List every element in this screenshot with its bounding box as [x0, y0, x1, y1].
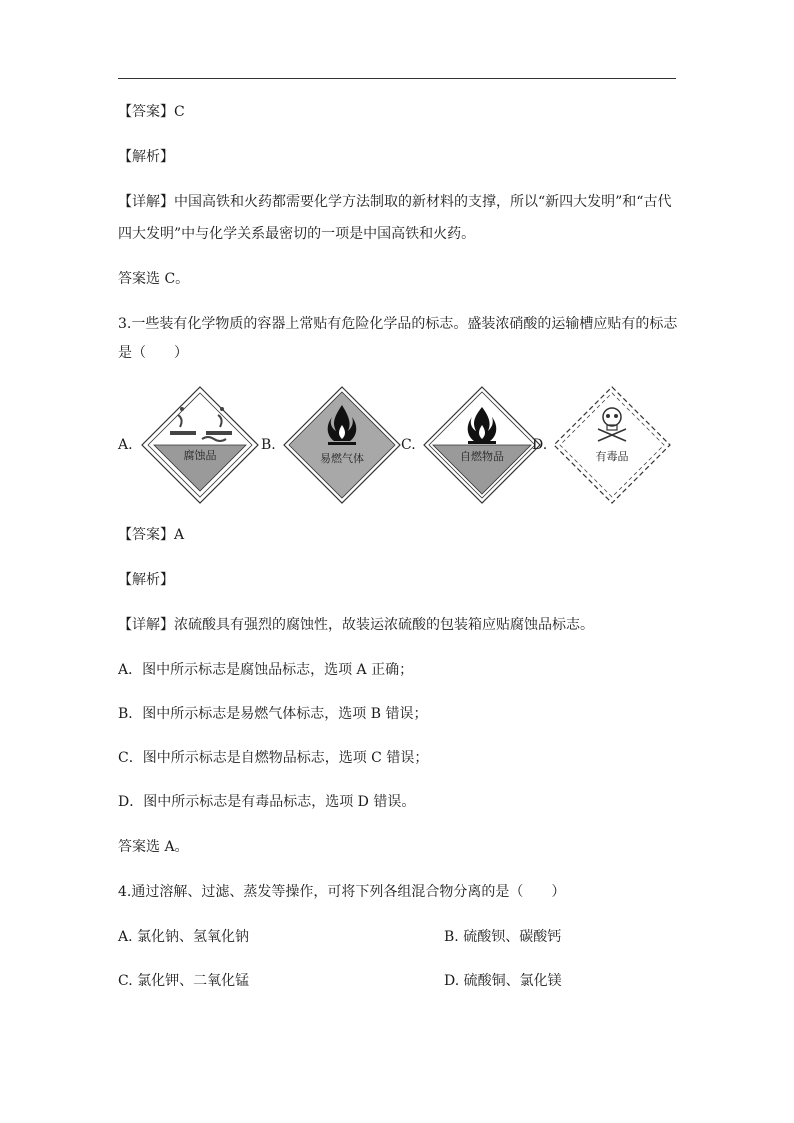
spontaneous-combustion-icon: [422, 385, 542, 505]
q3-conclusion: 答案选 A。: [118, 839, 189, 855]
q3-explain-c: C．图中所示标志是自燃物品标志，选项 C 错误；: [118, 750, 429, 766]
q3-detail: 【详解】浓硫酸具有强烈的腐蚀性，故装运浓硫酸的包装箱应贴腐蚀品标志。: [118, 617, 594, 633]
q2-analysis-heading: 【解析】: [118, 149, 174, 165]
q2-conclusion: 答案选 C。: [118, 271, 190, 287]
header-rule: [118, 78, 676, 79]
q3-stem-line1: 3.一些装有化学物质的容器上常贴有危险化学品的标志。盛装浓硝酸的运输槽应贴有的标志: [118, 316, 678, 332]
corrosive-sign: [140, 385, 260, 505]
flammable-gas-label: 易燃气体: [320, 452, 364, 465]
q2-answer: 【答案】C: [118, 104, 185, 120]
q3-explain-b: B．图中所示标志是易燃气体标志，选项 B 错误；: [118, 706, 428, 722]
q2-detail-line1: 【详解】中国高铁和火药都需要化学方法制取的新材料的支撑，所以“新四大发明”和“古代: [118, 194, 672, 210]
option-d-letter: D.: [532, 437, 548, 453]
q3-answer: 【答案】A: [118, 527, 185, 543]
corrosive-label: 腐蚀品: [183, 449, 217, 462]
spontaneous-combustion-label: 自燃物品: [460, 450, 504, 463]
toxic-icon: [552, 385, 672, 505]
q3-stem-line2: 是（ ）: [118, 345, 188, 361]
toxic-sign: [552, 385, 672, 505]
q2-detail-line2: 四大发明”中与化学关系最密切的一项是中国高铁和火药。: [118, 226, 476, 242]
q3-analysis-heading: 【解析】: [118, 572, 174, 588]
spontaneous-combustion-sign: [422, 385, 542, 505]
q4-stem: 4.通过溶解、过滤、蒸发等操作，可将下列各组混合物分离的是（ ）: [118, 884, 566, 900]
q4-option-a: A. 氯化钠、氢氧化钠: [118, 929, 250, 945]
q3-explain-a: A．图中所示标志是腐蚀品标志，选项 A 正确；: [118, 662, 414, 678]
flammable-gas-icon: [282, 385, 402, 505]
option-c-letter: C.: [401, 437, 416, 453]
corrosive-icon: [140, 385, 260, 505]
q4-option-b: B. 硫酸钡、碳酸钙: [444, 929, 562, 945]
q4-option-c: C. 氯化钾、二氧化锰: [118, 973, 250, 989]
option-a-letter: A.: [118, 437, 133, 453]
q4-option-d: D. 硫酸铜、氯化镁: [444, 973, 562, 989]
q3-explain-d: D．图中所示标志是有毒品标志，选项 D 错误。: [118, 794, 416, 810]
flammable-gas-sign: [282, 385, 402, 505]
toxic-label: 有毒品: [595, 450, 629, 463]
option-b-letter: B.: [261, 437, 276, 453]
q3-sign-options: [118, 385, 678, 505]
